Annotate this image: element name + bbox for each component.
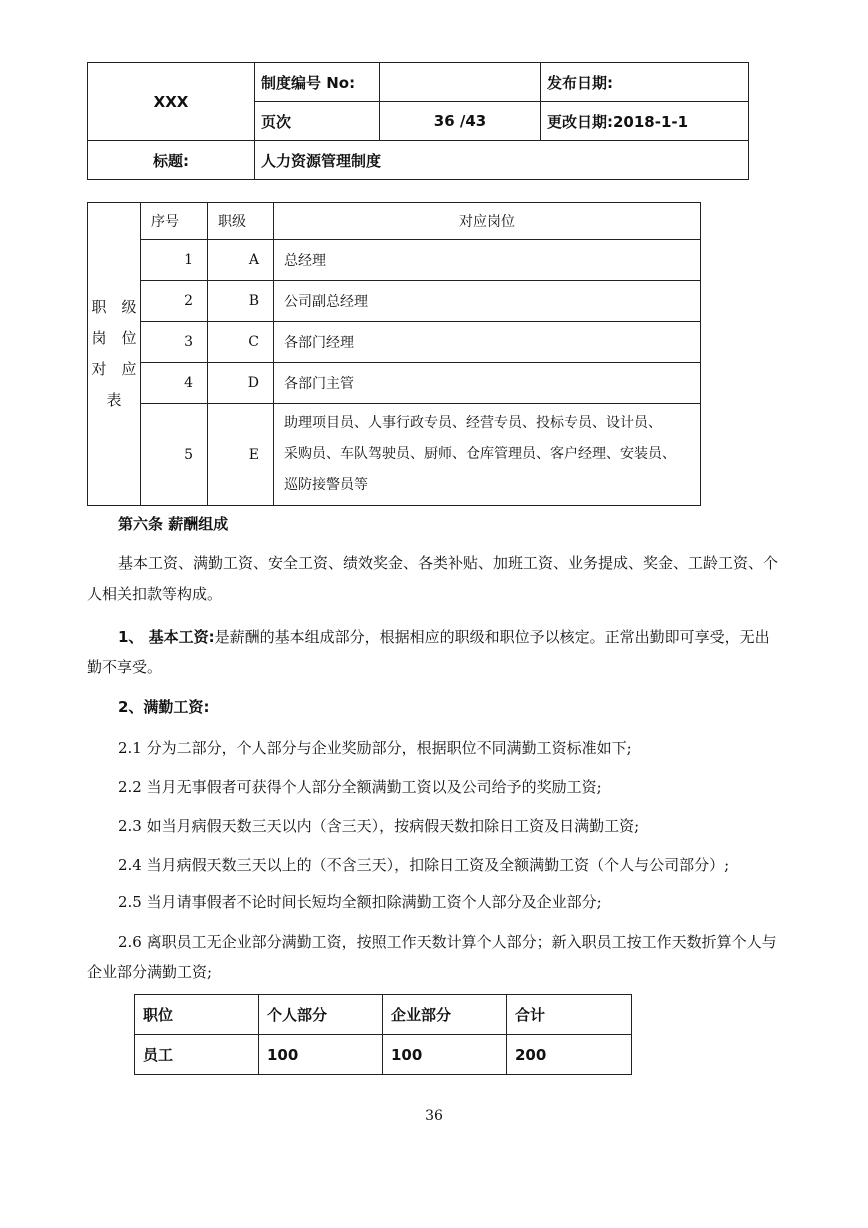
paragraph-line: 人相关扣款等构成。 <box>87 585 223 603</box>
row-no: 5 <box>141 404 208 506</box>
row-no: 4 <box>141 363 208 404</box>
table-cell: 200 <box>507 1035 632 1075</box>
list-item: 2.2 当月无事假者可获得个人部分全额满勤工资以及公司给予的奖励工资; <box>118 778 602 796</box>
title-label: 标题: <box>88 141 255 180</box>
list-item: 2.5 当月请事假者不论时间长短均全额扣除满勤工资个人部分及企业部分; <box>118 893 602 911</box>
table-row <box>88 322 701 363</box>
company-name: XXX <box>88 63 255 141</box>
list-item: 2.3 如当月病假天数三天以内（含三天），按病假天数扣除日工资及日满勤工资; <box>118 817 640 835</box>
side-label-line: 表 <box>106 391 122 409</box>
row-post: 公司副总经理 <box>274 281 701 322</box>
section-1 <box>118 626 770 647</box>
table-side-label <box>88 203 141 506</box>
section-1-text: 是薪酬的基本组成部分，根据相应的职级和职位予以核定。正常出勤即可享受，无出 <box>214 628 770 646</box>
title-value: 人力资源管理制度 <box>255 141 749 180</box>
table-cell: 100 <box>383 1035 507 1075</box>
table-cell: 员工 <box>135 1035 259 1075</box>
column-header: 个人部分 <box>259 995 383 1035</box>
side-label-line: 对 应 <box>91 360 137 378</box>
row-grade: B <box>208 281 274 322</box>
page-label: 页次 <box>255 102 380 141</box>
article-title: 第六条 薪酬组成 <box>118 515 229 533</box>
paragraph-line: 基本工资、满勤工资、安全工资、绩效奖金、各类补贴、加班工资、业务提成、奖金、工龄工资、个 <box>118 554 779 572</box>
list-item-continuation: 企业部分满勤工资; <box>87 963 213 981</box>
row-no: 3 <box>141 322 208 363</box>
row-post: 各部门经理 <box>274 322 701 363</box>
row-post-line: 采购员、车队驾驶员、厨师、仓库管理员、客户经理、安装员、 <box>284 446 676 462</box>
change-date: 更改日期:2018-1-1 <box>541 102 749 141</box>
table-row <box>135 1035 632 1075</box>
page-number: 36 <box>425 1108 443 1124</box>
row-grade: D <box>208 363 274 404</box>
section-2-label: 2、满勤工资: <box>118 698 210 716</box>
paragraph-line: 勤不享受。 <box>87 658 163 676</box>
table-row <box>88 240 701 281</box>
attendance-bonus-table <box>134 994 632 1075</box>
side-label-line: 职 级 <box>91 298 137 316</box>
table-cell: 100 <box>259 1035 383 1075</box>
grade-position-table <box>87 202 701 506</box>
row-no: 1 <box>141 240 208 281</box>
row-post: 总经理 <box>274 240 701 281</box>
list-item: 2.4 当月病假天数三天以上的（不含三天），扣除日工资及全额满勤工资（个人与公司部分）; <box>118 856 730 874</box>
row-post-line: 巡防接警员等 <box>284 477 368 493</box>
list-item: 2.6 离职员工无企业部分满勤工资，按照工作天数计算个人部分；新入职员工按工作天数折算个人与 <box>118 933 777 951</box>
row-post-line: 助理项目员、人事行政专员、经营专员、投标专员、设计员、 <box>284 415 662 431</box>
column-header-post: 对应岗位 <box>274 203 701 240</box>
column-header: 企业部分 <box>383 995 507 1035</box>
column-header-no: 序号 <box>141 203 208 240</box>
list-item: 2.1 分为二部分，个人部分与企业奖励部分，根据职位不同满勤工资标准如下; <box>118 739 632 757</box>
doc-number-label: 制度编号 No: <box>255 63 380 102</box>
table-row <box>88 281 701 322</box>
row-grade: A <box>208 240 274 281</box>
doc-number-value <box>380 63 541 102</box>
section-1-label: 1、 基本工资: <box>118 628 215 646</box>
row-post <box>274 404 701 506</box>
column-header: 职位 <box>135 995 259 1035</box>
page-value: 36 /43 <box>380 102 541 141</box>
row-post: 各部门主管 <box>274 363 701 404</box>
row-no: 2 <box>141 281 208 322</box>
row-grade: E <box>208 404 274 506</box>
table-row <box>88 404 701 506</box>
table-row <box>88 363 701 404</box>
column-header-grade: 职级 <box>208 203 274 240</box>
publish-date-label: 发布日期: <box>541 63 749 102</box>
column-header: 合计 <box>507 995 632 1035</box>
row-grade: C <box>208 322 274 363</box>
document-header-table <box>87 62 749 180</box>
side-label-line: 岗 位 <box>91 329 137 347</box>
